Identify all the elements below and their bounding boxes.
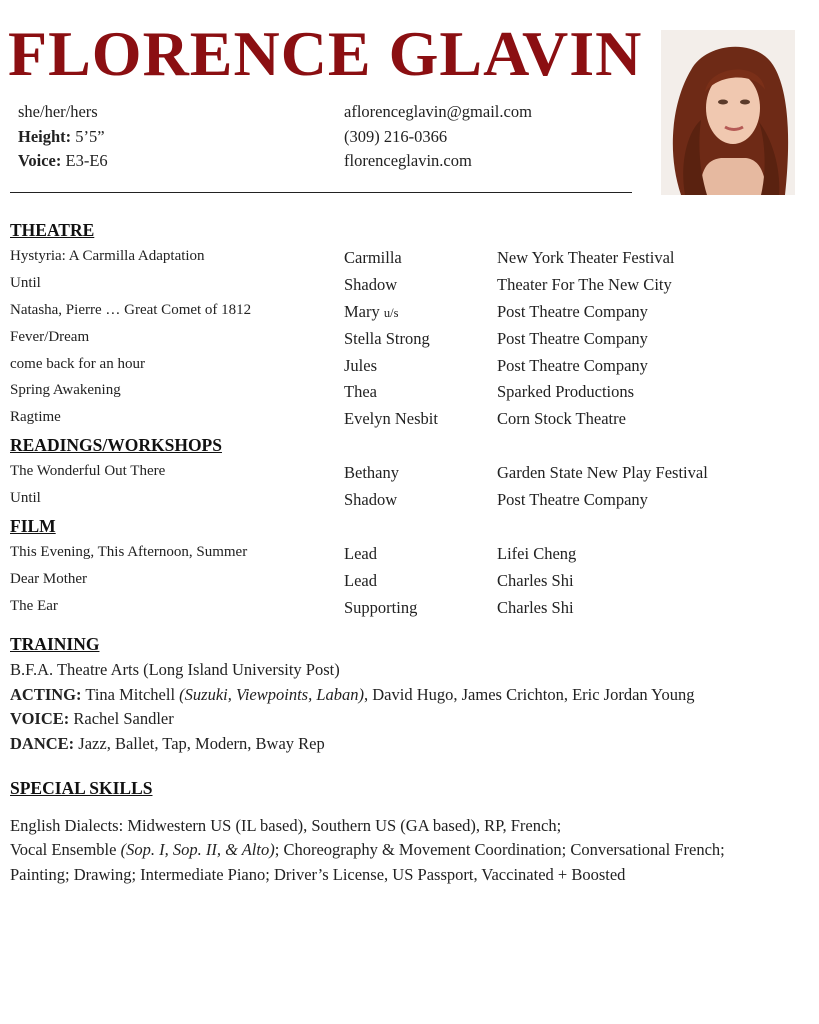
credit-title: Dear Mother bbox=[10, 571, 88, 587]
credit-title: come back for an hour bbox=[10, 356, 145, 372]
credit-role: Supporting bbox=[344, 598, 418, 617]
credit-role: Lead bbox=[344, 571, 377, 590]
film-heading: FILM bbox=[10, 516, 56, 536]
skills-line-1: English Dialects: Midwestern US (IL based), Southern US (GA based), RP, French; bbox=[10, 816, 562, 835]
theatre-heading: THEATRE bbox=[10, 220, 95, 240]
voice-range bbox=[18, 149, 108, 174]
dance-label: DANCE: bbox=[10, 734, 75, 753]
training-dance bbox=[10, 734, 325, 754]
table-row bbox=[0, 329, 819, 356]
acting-teachers: , David Hugo, James Crichton, Eric Jordan Young bbox=[364, 685, 695, 704]
table-row bbox=[0, 544, 819, 571]
understudy-note: u/s bbox=[383, 306, 399, 320]
website[interactable]: florenceglavin.com bbox=[344, 151, 472, 170]
table-row bbox=[0, 382, 819, 409]
acting-label: ACTING: bbox=[10, 685, 82, 704]
credit-company: Post Theatre Company bbox=[497, 490, 648, 509]
voice-label: Voice: bbox=[18, 151, 62, 170]
credit-title: Until bbox=[10, 275, 41, 291]
table-row bbox=[0, 490, 819, 517]
credit-company: Charles Shi bbox=[497, 598, 574, 617]
table-row bbox=[0, 463, 819, 490]
credit-title: This Evening, This Afternoon, Summer bbox=[10, 544, 248, 560]
credit-title: Fever/Dream bbox=[10, 329, 90, 345]
training-voice bbox=[10, 709, 174, 729]
header-divider bbox=[10, 192, 632, 193]
skills-heading: SPECIAL SKILLS bbox=[10, 778, 153, 798]
credit-title: The Ear bbox=[10, 598, 58, 614]
credit-role: Evelyn Nesbit bbox=[344, 409, 438, 428]
height bbox=[18, 125, 108, 150]
skills-ensemble: Vocal Ensemble bbox=[10, 840, 121, 859]
credit-role: Carmilla bbox=[344, 248, 402, 267]
credit-company: New York Theater Festival bbox=[497, 248, 675, 267]
skills-ensemble-parts: (Sop. I, Sop. II, & Alto) bbox=[120, 840, 275, 859]
credit-title: Ragtime bbox=[10, 409, 61, 425]
credit-company: Sparked Productions bbox=[497, 382, 635, 401]
training-acting bbox=[10, 685, 694, 705]
credit-title: Natasha, Pierre … Great Comet of 1812 bbox=[10, 302, 252, 318]
table-row bbox=[0, 248, 819, 275]
height-label: Height: bbox=[18, 126, 72, 146]
personal-info bbox=[18, 100, 108, 174]
dance-styles: Jazz, Ballet, Tap, Modern, Bway Rep bbox=[74, 734, 325, 753]
pronouns: she/her/hers bbox=[18, 102, 98, 121]
credit-company: Post Theatre Company bbox=[497, 356, 648, 375]
credit-title: The Wonderful Out There bbox=[10, 463, 166, 479]
phone[interactable]: (309) 216-0366 bbox=[344, 126, 448, 146]
table-row bbox=[0, 275, 819, 302]
credit-company: Theater For The New City bbox=[497, 275, 672, 294]
credit-role: Jules bbox=[344, 356, 377, 375]
contact-info bbox=[344, 100, 532, 174]
table-row bbox=[0, 571, 819, 598]
credit-role bbox=[344, 302, 398, 322]
credit-role: Shadow bbox=[344, 490, 398, 509]
training-degree: B.F.A. Theatre Arts (Long Island University Post) bbox=[10, 660, 340, 679]
voice-value: E3-E6 bbox=[61, 151, 108, 170]
height-value: 5’5” bbox=[71, 126, 105, 146]
credit-company: Post Theatre Company bbox=[497, 302, 648, 321]
credit-company: Garden State New Play Festival bbox=[497, 463, 708, 482]
headshot-photo bbox=[661, 30, 795, 195]
voice-teacher: Rachel Sandler bbox=[69, 709, 174, 728]
actor-name: FLORENCE GLAVIN bbox=[8, 18, 643, 89]
training-heading: TRAINING bbox=[10, 634, 100, 654]
table-row bbox=[0, 598, 819, 625]
credit-role: Lead bbox=[344, 544, 377, 563]
credit-role: Bethany bbox=[344, 463, 399, 482]
table-row bbox=[0, 409, 819, 436]
voice-training-label: VOICE: bbox=[10, 709, 70, 728]
credit-company: Post Theatre Company bbox=[497, 329, 648, 348]
credit-role: Shadow bbox=[344, 275, 398, 294]
table-row bbox=[0, 302, 819, 329]
acting-pre: Tina Mitchell bbox=[81, 685, 180, 704]
credit-role: Thea bbox=[344, 382, 377, 401]
email[interactable]: aflorenceglavin@gmail.com bbox=[344, 102, 532, 121]
credit-company: Lifei Cheng bbox=[497, 544, 577, 563]
credit-role: Stella Strong bbox=[344, 329, 430, 348]
skills-line-3: Painting; Drawing; Intermediate Piano; Driver’s License, US Passport, Vaccinated + Boosted bbox=[10, 865, 626, 884]
credit-title: Spring Awakening bbox=[10, 382, 121, 398]
credit-company: Corn Stock Theatre bbox=[497, 409, 626, 428]
skills-line-2 bbox=[10, 840, 725, 860]
credit-role-name: Mary bbox=[344, 302, 380, 321]
credit-title: Until bbox=[10, 490, 41, 506]
credit-title: Hystyria: A Carmilla Adaptation bbox=[10, 248, 205, 264]
credit-company: Charles Shi bbox=[497, 571, 574, 590]
acting-techniques: (Suzuki, Viewpoints, Laban) bbox=[179, 685, 365, 704]
skills-line-2-rest: ; Choreography & Movement Coordination; Conversational French; bbox=[274, 840, 725, 859]
table-row bbox=[0, 356, 819, 383]
readings-heading: READINGS/WORKSHOPS bbox=[10, 435, 222, 455]
